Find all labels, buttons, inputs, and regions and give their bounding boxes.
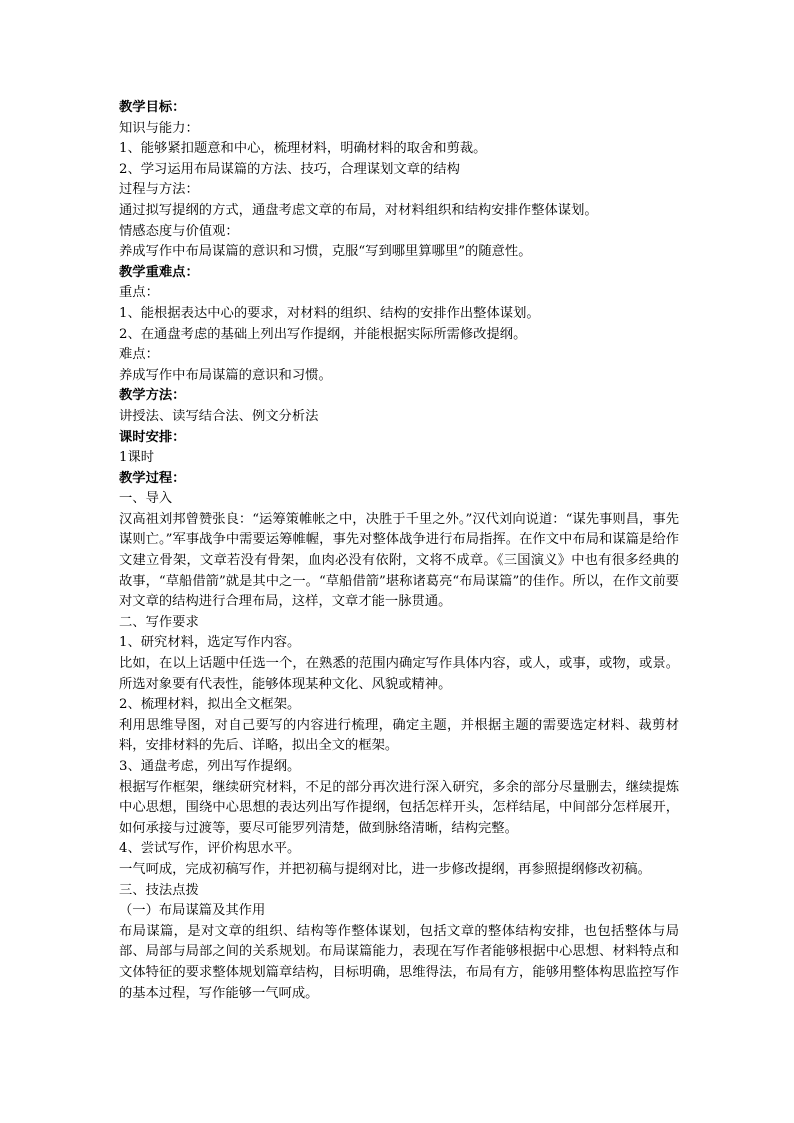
text-line: 1、研究材料，选定写作内容。 bbox=[119, 635, 301, 651]
section-heading: 教学目标： bbox=[119, 100, 186, 115]
text-line: 1、能根据表达中心的要求，对材料的组织、结构的安排作出整体谋划。 bbox=[119, 305, 540, 321]
body-paragraph: 利用思维导图，对自己要写的内容进行梳理，确定主题，并根据主题的需要选定材料、裁剪材料，安排材料的先后、详略，拟出全文的框架。 bbox=[119, 717, 679, 754]
body-paragraph: 根据写作框架，继续研究材料，不足的部分再次进行深入研究，多余的部分尽量删去，继续提炼中心思想，围绕中心思想的表达列出写作提纲，包括怎样开头，怎样结尾，中间部分怎样展开，如何承接与过渡等，要尽可能罗列清楚，做到脉络清晰，结构完整。 bbox=[119, 779, 679, 836]
text-line: 难点： bbox=[119, 347, 159, 363]
text-line: 重点： bbox=[119, 285, 159, 301]
text-line: 2、学习运用布局谋篇的方法、技巧，合理谋划文章的结构 bbox=[119, 161, 460, 177]
text-line: 一、导入 bbox=[119, 491, 173, 507]
text-line: 二、写作要求 bbox=[119, 614, 199, 630]
text-line: 情感态度与价值观： bbox=[119, 223, 239, 239]
section-heading: 教学重难点： bbox=[119, 264, 199, 280]
body-paragraph: 布局谋篇，是对文章的组织、结构等作整体谋划，包括文章的整体结构安排，也包括整体与局部、局部与局部之间的关系规划。布局谋篇能力，表现在写作者能够根据中心思想、材料特点和文体特征的要求整体规划篇章结构，目标明确，思维得法，布局有方，能够用整体构思监控写作的基本过程，写作能够一气呵成。 bbox=[119, 923, 679, 1001]
text-line: 三、技法点拨 bbox=[119, 882, 199, 898]
text-line: 1课时 bbox=[119, 450, 155, 466]
text-line: 2、在通盘考虑的基础上列出写作提纲，并能根据实际所需修改提纲。 bbox=[119, 326, 527, 342]
body-paragraph: 一气呵成，完成初稿写作，并把初稿与提纲对比，进一步修改提纲，再参照提纲修改初稿。 bbox=[119, 861, 651, 877]
text-line: 3、通盘考虑，列出写作提纲。 bbox=[119, 759, 301, 774]
text-line: 2、梳理材料，拟出全文框架。 bbox=[119, 697, 301, 713]
text-line: 讲授法、读写结合法、例文分析法 bbox=[119, 408, 319, 424]
section-heading: 课时安排： bbox=[119, 429, 186, 445]
text-line: 过程与方法： bbox=[119, 182, 199, 198]
section-heading: 教学方法： bbox=[119, 388, 186, 404]
section-heading: 教学过程： bbox=[119, 470, 186, 486]
body-paragraph: 比如，在以上话题中任选一个，在熟悉的范围内确定写作具体内容，或人，或事，或物，或景。所选对象要有代表性，能够体现某种文化、风貌或精神。 bbox=[119, 656, 679, 692]
text-line: 养成写作中布局谋篇的意识和习惯。 bbox=[119, 367, 332, 383]
text-line: 4、尝试写作，评价构思水平。 bbox=[119, 841, 301, 857]
text-line: 养成写作中布局谋篇的意识和习惯，克服“写到哪里算哪里”的随意性。 bbox=[119, 244, 532, 260]
document-page bbox=[119, 98, 679, 1004]
body-paragraph: 汉高祖刘邦曾赞张良：“运筹策帷帐之中，决胜于千里之外。”汉代刘向说道：“谋先事则昌，事先谋则亡。”军事战争中需要运筹帷幄，事先对整体战争进行布局指挥。在作文中布局和谋篇是给作文建立骨架，文章若没有骨架，血肉必没有依附，文将不成章。《三国演义》中也有很多经典的故事，“草船借箭”就是其中之一。“草船借箭”堪称诸葛亮“布局谋篇”的佳作。所以，在作文前要对文章的结构进行合理布局，这样，文章才能一脉贯通。 bbox=[119, 511, 679, 610]
text-line: 1、能够紧扣题意和中心，梳理材料，明确材料的取舍和剪裁。 bbox=[119, 141, 487, 157]
text-line: （一）布局谋篇及其作用 bbox=[119, 903, 266, 919]
text-line: 知识与能力： bbox=[119, 120, 199, 136]
text-line: 通过拟写提纲的方式，通盘考虑文章的布局，对材料组织和结构安排作整体谋划。 bbox=[119, 202, 598, 218]
